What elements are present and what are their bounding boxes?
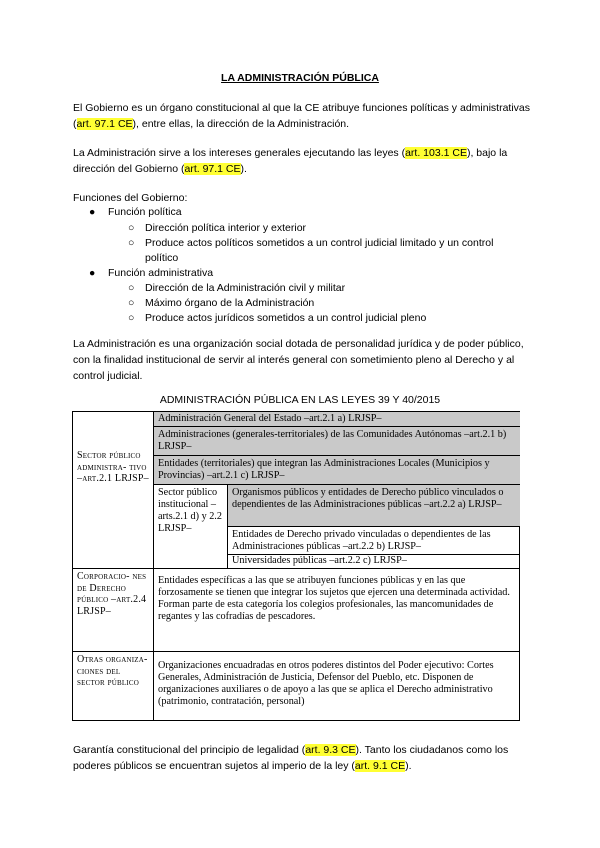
grid-line: [153, 455, 519, 456]
table-cell: Administraciones (generales-territoriales) de las Comunidades Autónomas –art.2.1 b) LRJSP–: [154, 427, 520, 455]
grid-line: [153, 426, 519, 427]
paragraph-legalidad: [73, 742, 533, 774]
list-item: Produce actos políticos sometidos a un control judicial limitado y un control político: [145, 237, 494, 264]
grid-line: [73, 568, 519, 569]
administracion-table: [72, 411, 520, 721]
grid-line: [227, 554, 519, 555]
page-title: LA ADMINISTRACIÓN PÚBLICA: [221, 72, 379, 84]
table-cell: Organismos públicos y entidades de Derecho público vinculados o dependientes de las Administraciones públicas –art.2.2 a) LRJSP–: [228, 485, 520, 526]
text: La Administración sirve a los intereses generales ejecutando las leyes (: [73, 147, 406, 159]
circle-bullet-icon: ○: [128, 222, 135, 234]
table-title: ADMINISTRACIÓN PÚBLICA EN LAS LEYES 39 Y 40/2015: [159, 394, 441, 406]
highlight-ref: art. 103.1 CE: [405, 147, 467, 159]
table-cell: Entidades específicas a las que se atribuyen funciones públicas y en las que forzosamente se tienen que integrar los sujetos que ejercen una determinada actividad. Forman parte de esta categoría los colegios profesionales, las mancomunidades de regantes y las cofradías de pescadores.: [158, 575, 510, 622]
table-cell: Entidades de Derecho privado vinculadas o dependientes de las Administraciones públicas –art.2.2 b) LRJSP–: [232, 529, 491, 552]
funcion-politica: Función política: [108, 206, 182, 218]
row-label-corporaciones: Corporacio- nes de Derecho público –art.2.4 LRJSP–: [77, 571, 147, 617]
text: ).: [405, 760, 412, 772]
bullet-icon: ●: [89, 267, 96, 279]
table-cell: Organizaciones encuadradas en otros poderes distintos del Poder ejecutivo: Cortes Generales, Administración de Justicia, Defensor del Pueblo, etc. Disponen de organizaciones auxiliares o de apoyo a las que se aplica el Derecho administrativo (patrimonio, contratación, personal): [158, 660, 494, 707]
text: ), bajo la dirección del Gobierno (: [73, 147, 508, 175]
list-item: Máximo órgano de la Administración: [145, 297, 315, 309]
grid-line: [227, 526, 519, 527]
list-item: Dirección de la Administración civil y militar: [145, 282, 346, 294]
highlight-ref: art. 97.1 CE: [184, 163, 241, 175]
funciones-heading: Funciones del Gobierno:: [73, 192, 188, 204]
paragraph-gobierno: [73, 100, 533, 132]
highlight-ref: art. 9.3 CE: [305, 744, 356, 756]
paragraph-definicion: La Administración es una organización social dotada de personalidad jurídica y de poder público, con la finalidad institucional de servir al interés general con sometimiento pleno al Derecho y al control judicial.: [73, 338, 524, 382]
row-label-otras: Otras organiza- ciones del sector público: [77, 654, 148, 688]
text: ).: [240, 163, 247, 175]
text: ). Tanto los ciudadanos como los poderes públicos se encuentran sujetos al imperio de la ley (: [73, 744, 509, 772]
highlight-ref: art. 97.1 CE: [76, 118, 133, 130]
text: Garantía constitucional del principio de legalidad (: [73, 744, 306, 756]
table-cell: Universidades públicas –art.2.2 c) LRJSP–: [232, 555, 407, 566]
circle-bullet-icon: ○: [128, 297, 135, 309]
table-cell: Administración General del Estado –art.2.1 a) LRJSP–: [154, 412, 520, 426]
circle-bullet-icon: ○: [128, 312, 135, 324]
row-label-institucional: Sector público institucional –arts.2.1 d) y 2.2 LRJSP–: [158, 487, 222, 534]
list-item: Produce actos jurídicos sometidos a un control judicial pleno: [145, 312, 427, 324]
circle-bullet-icon: ○: [128, 282, 135, 294]
list-item: Dirección política interior y exterior: [145, 222, 307, 234]
funcion-administrativa: Función administrativa: [108, 267, 214, 279]
circle-bullet-icon: ○: [128, 237, 135, 249]
text: El Gobierno es un órgano constitucional al que la CE atribuye funciones políticas y administrativas (: [73, 102, 531, 130]
table-cell: Entidades (territoriales) que integran las Administraciones Locales (Municipios y Provincias) –art.2.1 c) LRJSP–: [154, 456, 520, 484]
text: ), entre ellas, la dirección de la Administración.: [132, 118, 350, 130]
bullet-icon: ●: [89, 206, 96, 218]
paragraph-administracion: [73, 145, 533, 177]
grid-line: [73, 651, 519, 652]
row-label-sector: Sector público administra- tivo –art.2.1 LRJSP–: [77, 450, 149, 484]
highlight-ref: art. 9.1 CE: [354, 760, 406, 772]
grid-line: [153, 412, 154, 720]
grid-line: [153, 484, 519, 485]
